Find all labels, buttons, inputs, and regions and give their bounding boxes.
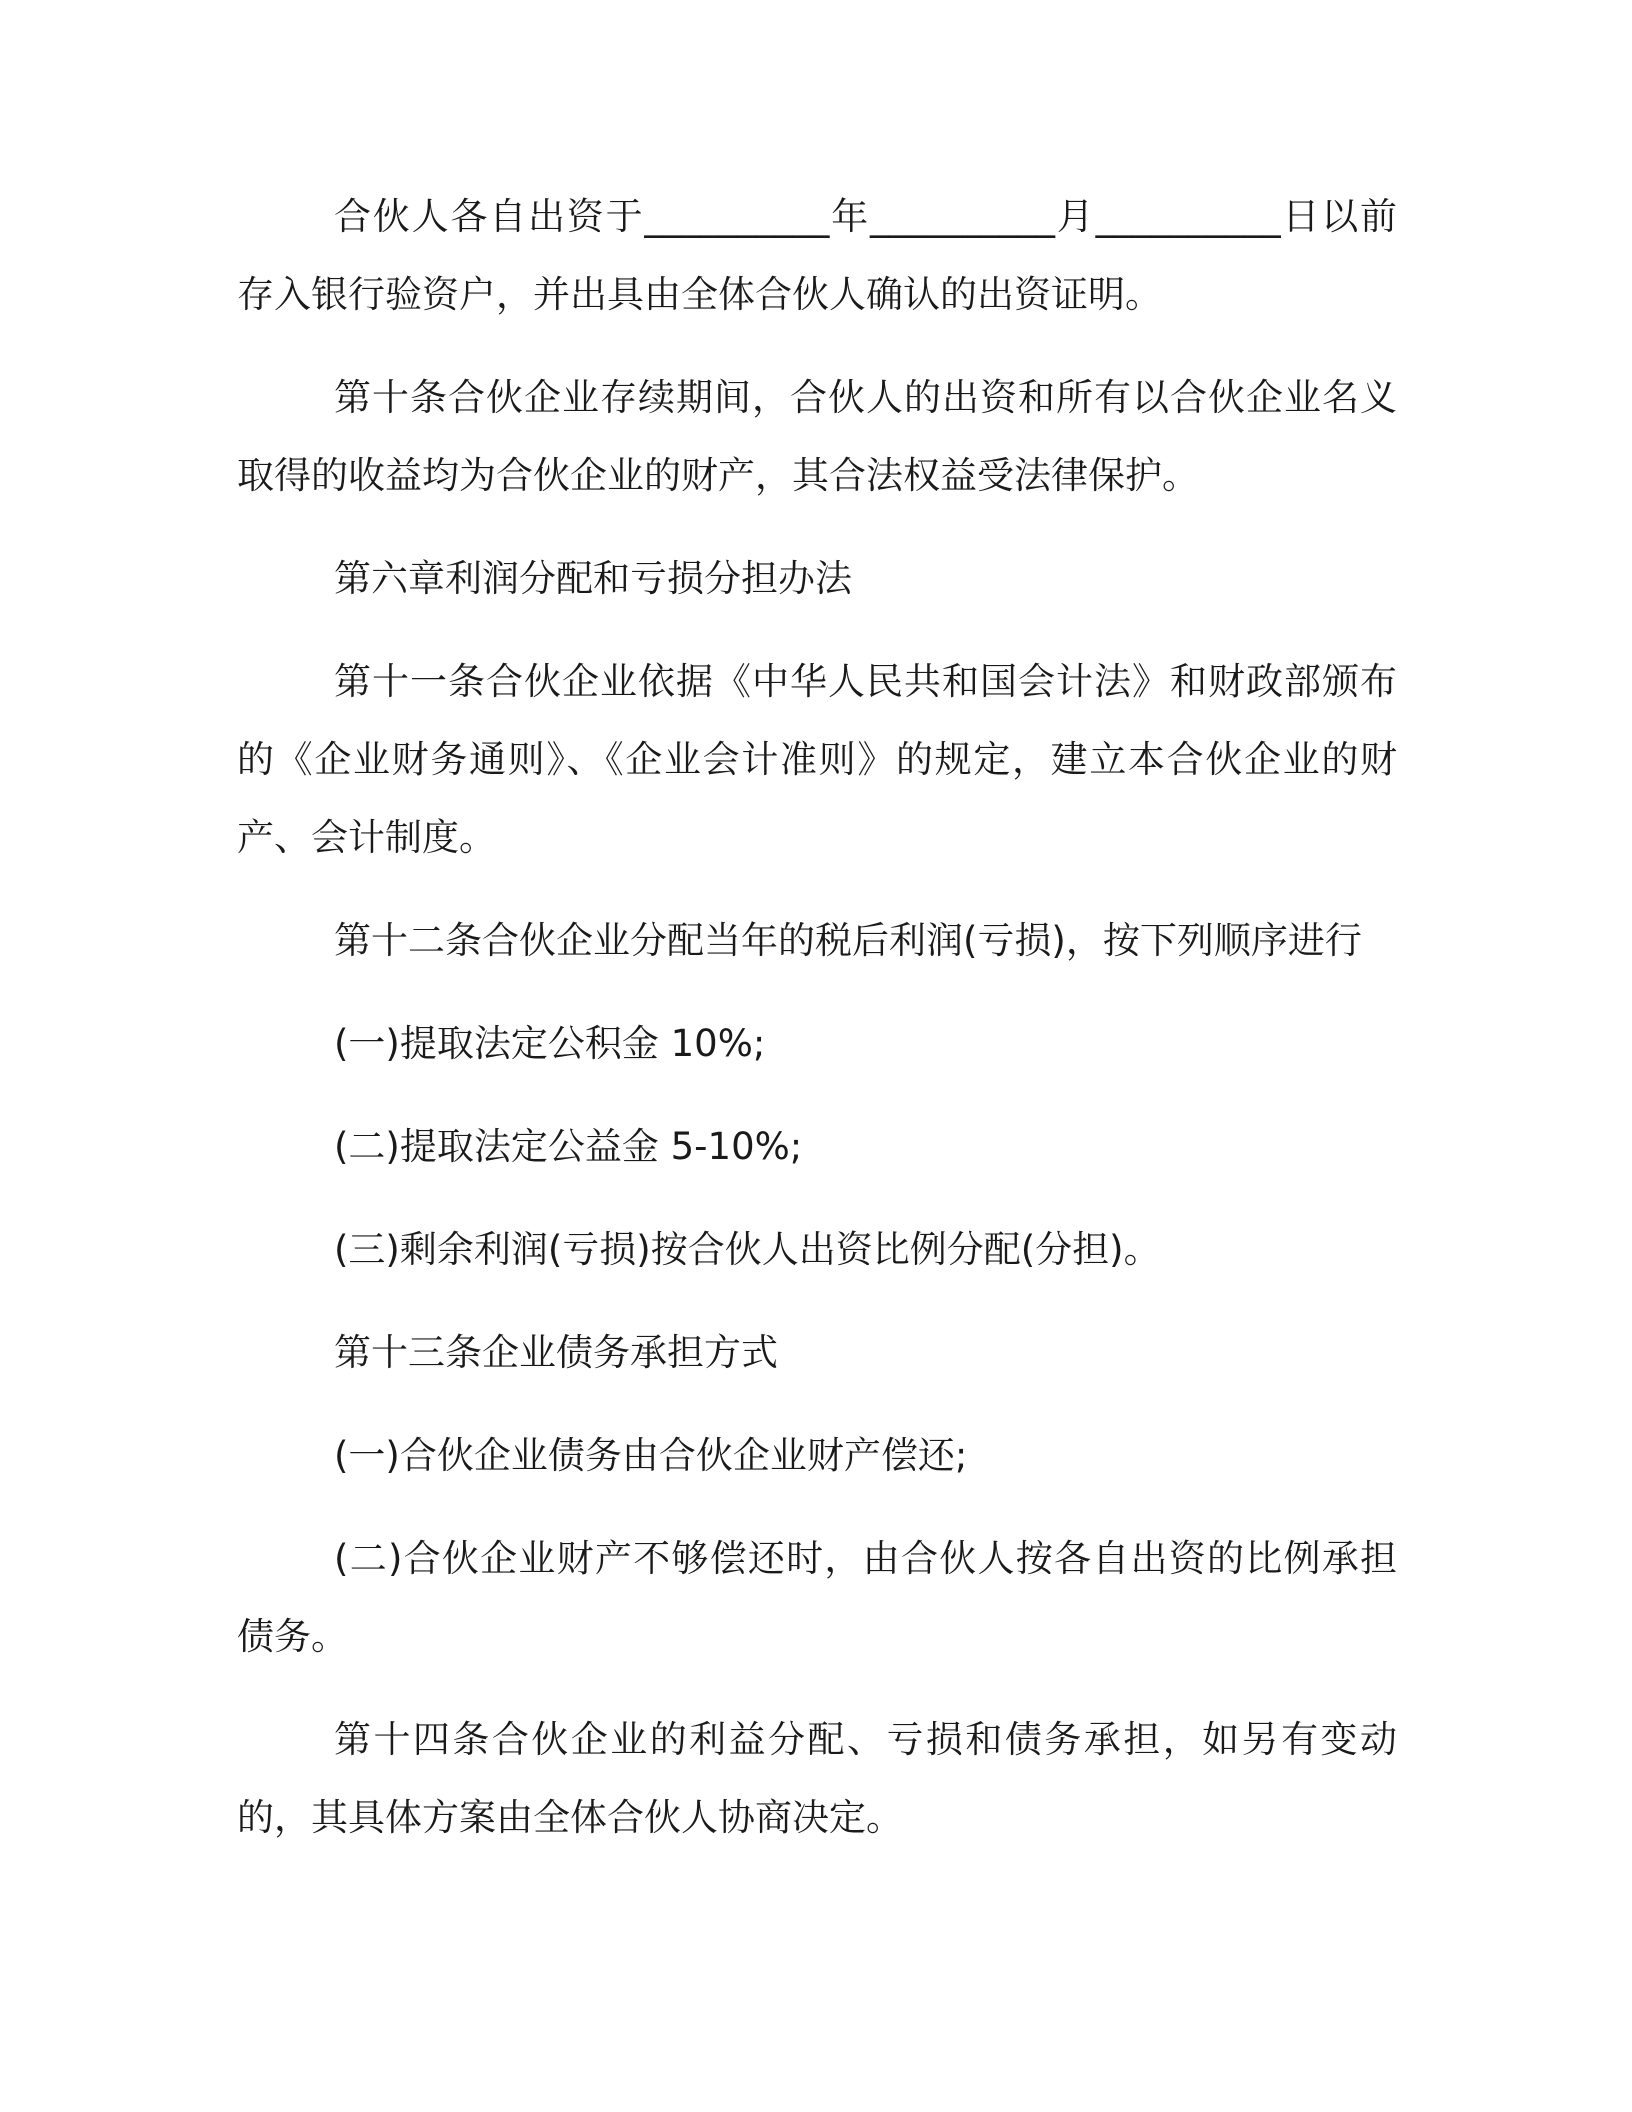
list-item-article-13-1: (一)合伙企业债务由合伙企业财产偿还; [334, 1434, 968, 1477]
document-body [237, 178, 1397, 1882]
paragraph-capital-deposit: 合伙人各自出资于__________年__________月__________日以前存入银行验资户，并出具由全体合伙人确认的出资证明。 [237, 195, 1397, 316]
paragraph-article-13: 第十三条企业债务承担方式 [334, 1331, 778, 1374]
chapter-6-heading: 第六章利润分配和亏损分担办法 [334, 557, 852, 600]
list-item-article-12-3: (三)剩余利润(亏损)按合伙人出资比例分配(分担)。 [334, 1228, 1161, 1271]
list-item-article-13-2: (二)合伙企业财产不够偿还时，由合伙人按各自出资的比例承担债务。 [237, 1537, 1397, 1658]
paragraph-article-11: 第十一条合伙企业依据《中华人民共和国会计法》和财政部颁布的《企业财务通则》、《企业会计准则》的规定，建立本合伙企业的财产、会计制度。 [237, 660, 1397, 859]
list-item-article-12-1: (一)提取法定公积金 10%; [334, 1022, 766, 1065]
paragraph-article-10: 第十条合伙企业存续期间，合伙人的出资和所有以合伙企业名义取得的收益均为合伙企业的财产，其合法权益受法律保护。 [237, 376, 1397, 497]
list-item-article-12-2: (二)提取法定公益金 5-10%; [334, 1125, 803, 1168]
paragraph-article-14: 第十四条合伙企业的利益分配、亏损和债务承担，如另有变动的，其具体方案由全体合伙人协商决定。 [237, 1718, 1397, 1839]
paragraph-article-12: 第十二条合伙企业分配当年的税后利润(亏损)，按下列顺序进行 [334, 919, 1362, 962]
